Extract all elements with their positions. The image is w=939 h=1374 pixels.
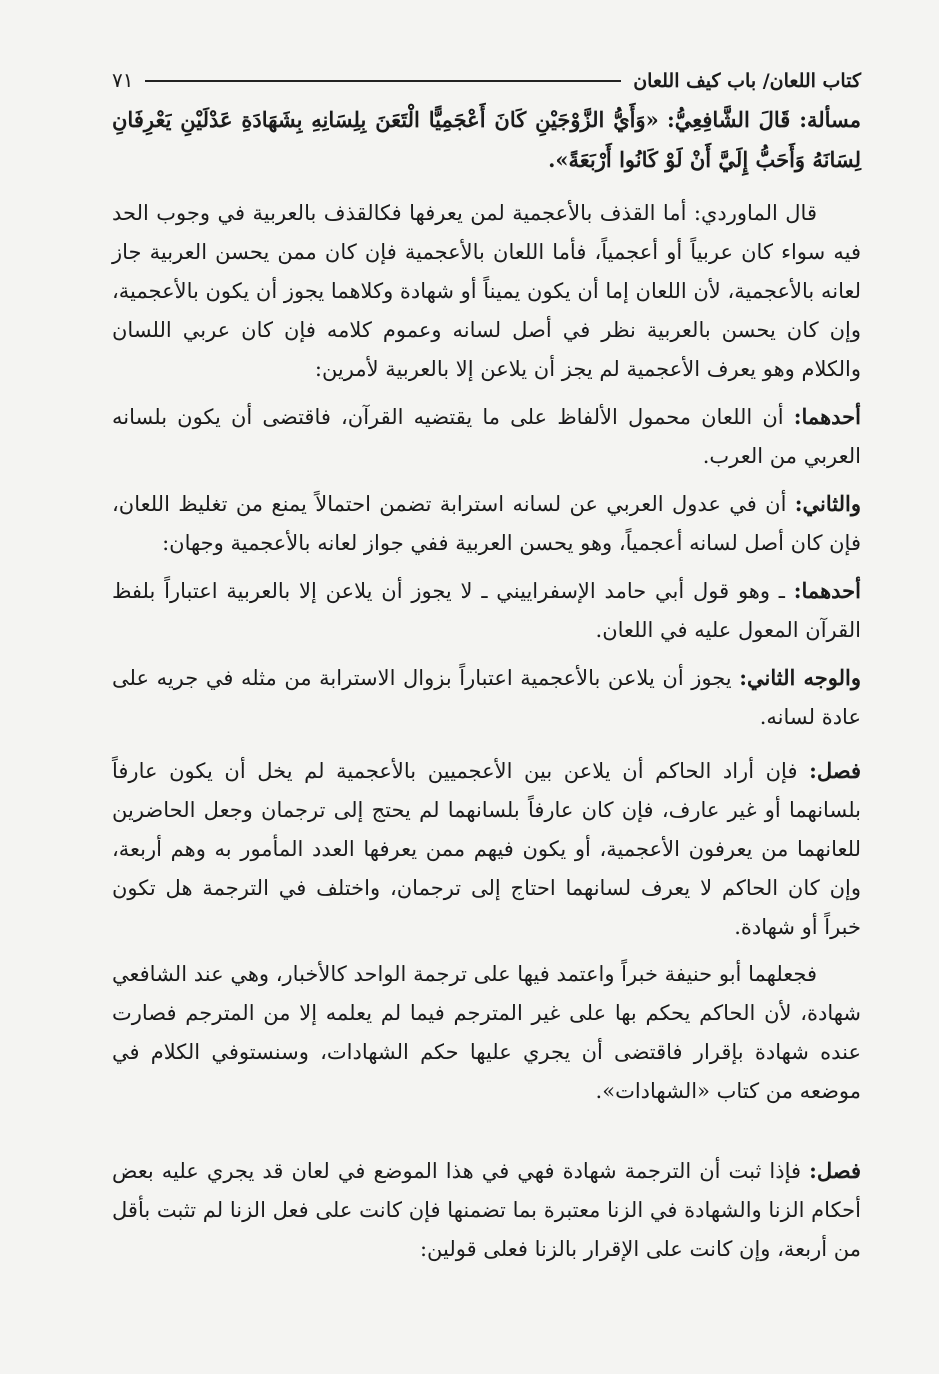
paragraph-fasl-testimony <box>112 1151 861 1269</box>
chapter-title: كتاب اللعان/ باب كيف اللعان <box>633 70 861 92</box>
paragraph-text: فجعلهما أبو حنيفة خبراً واعتمد فيها على ترجمة الواحد كالأخبار، وهي عند الشافعي شهادة، لأن الحاكم يحكم بها على غير المترجم فيما لم يعلمه إلا من المترجم فصارت عنده شهادة بإقرار فاقتضى أن يجري عليها حكم الشهادات، وسنستوفي الكلام في موضعه من كتاب «الشهادات». <box>112 962 861 1103</box>
paragraph-text: ـ وهو قول أبي حامد الإسفراييني ـ لا يجوز أن يلاعن إلا بالعربية اعتباراً بلفظ القرآن المعول عليه في اللعان. <box>112 579 861 642</box>
paragraph-lead: فصل: <box>809 758 861 783</box>
paragraph-mawardi <box>112 194 861 389</box>
paragraph-lead: أحدهما: <box>793 404 861 429</box>
running-header <box>112 52 861 92</box>
page-number: ٧١ <box>112 68 134 92</box>
paragraph-text: فإذا ثبت أن الترجمة شهادة فهي في هذا الموضع في لعان قد يجري عليه بعض أحكام الزنا والشهادة في الزنا معتبرة بما تضمنها فإن كانت على فعل الزنا لم تثبت بأقل من أربعة، وإن كانت على الإقرار بالزنا فعلى قولين: <box>112 1159 861 1261</box>
paragraph-lead: مسألة: قَالَ الشَّافِعِيُّ: <box>666 107 861 132</box>
paragraph-abu-hanifa <box>112 955 861 1111</box>
paragraph-masala <box>112 100 861 180</box>
paragraph-second-reason <box>112 484 861 563</box>
paragraph-first-view <box>112 571 861 650</box>
paragraph-second-view <box>112 658 861 737</box>
paragraph-text: فإن أراد الحاكم أن يلاعن بين الأعجميين بالأعجمية لم يخل أن يكون عارفاً بلسانهما أو غير عارف، فإن كان عارفاً بلسانهما لم يحتج إلى ترجمان وجعل الحاضرين للعانهما من يعرفون الأعجمية، أو يكون فيهم ممن يعرفها العدد المأمور به وهم أربعة، وإن كان الحاكم لا يعرف لسانهما احتاج إلى ترجمان، واختلف في الترجمة هل تكون خبراً أو شهادة. <box>112 759 861 939</box>
paragraph-text: أن في عدول العربي عن لسانه استرابة تضمن احتمالاً يمنع من تغليظ اللعان، فإن كان أصل لسانه أعجمياً، وهو يحسن العربية ففي جواز لعانه بالأعجمية وجهان: <box>112 492 861 555</box>
paragraph-fasl-translator <box>112 751 861 947</box>
header-rule <box>145 80 621 82</box>
paragraph-lead: والوجه الثاني: <box>739 665 861 690</box>
paragraph-lead: أحدهما: <box>793 578 861 603</box>
paragraph-text: قال الماوردي: أما القذف بالأعجمية لمن يعرفها فكالقذف بالعربية في وجوب الحد فيه سواء كان عربياً أو أعجمياً، فأما اللعان بالأعجمية فإن كان ممن يحسن العربية جاز لعانه بالأعجمية، لأن اللعان إما أن يكون يميناً أو شهادة وكلاهما يجوز أن يكون بالأعجمية، وإن كان يحسن بالعربية نظر في أصل لسانه وعموم كلامه فإن كان عربي اللسان والكلام وهو يعرف الأعجمية لم يجز أن يلاعن إلا بالعربية لأمرين: <box>112 201 861 381</box>
paragraph-first-reason <box>112 397 861 476</box>
paragraph-text: يجوز أن يلاعن بالأعجمية اعتباراً بزوال الاسترابة من مثله في جريه على عادة لسانه. <box>112 666 861 729</box>
paragraph-text: أن اللعان محمول الألفاظ على ما يقتضيه القرآن، فاقتضى أن يكون بلسانه العربي من العرب. <box>112 405 861 468</box>
paragraph-text: «وَأَيُّ الزَّوْجَيْنِ كَانَ أَعْجَمِيًّا الْتَعَنَ بِلِسَانِهِ بِشَهَادَةِ عَدْلَيْنِ يَعْرِفَانِ لِسَانَهُ وَأَحَبُّ إِلَيَّ أَنْ لَوْ كَانُوا أَرْبَعَةً». <box>112 107 861 172</box>
paragraph-lead: والثاني: <box>794 491 861 516</box>
paragraph-lead: فصل: <box>809 1158 861 1183</box>
